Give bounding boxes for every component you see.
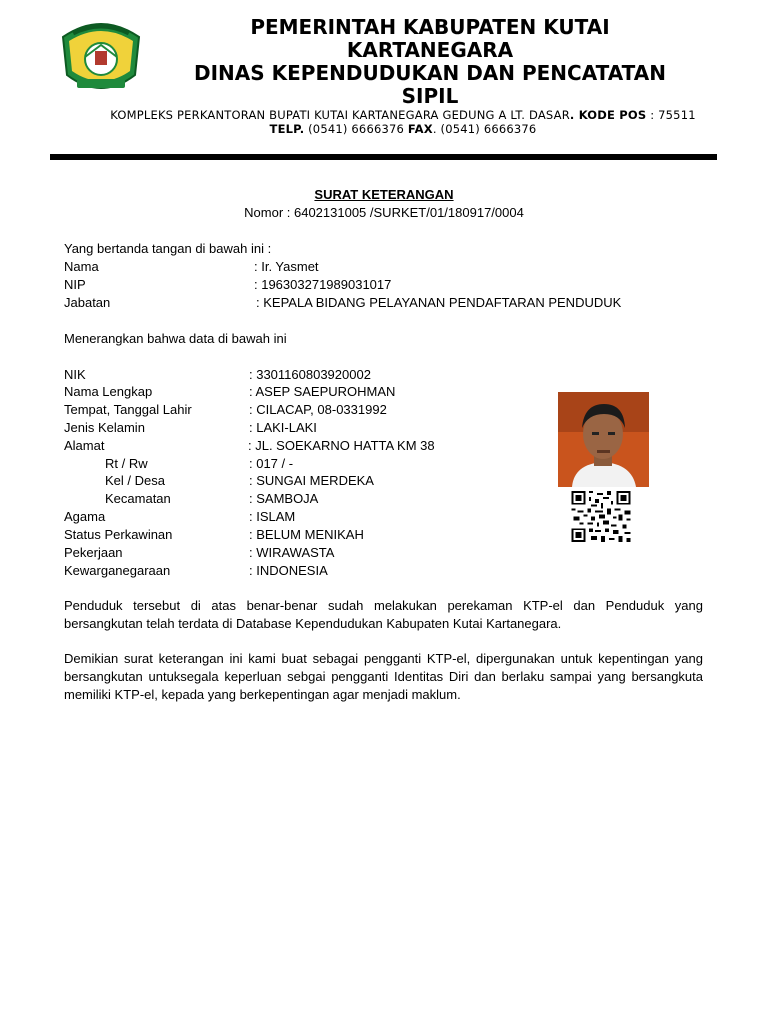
resident-occupation-value: : WIRAWASTA — [249, 545, 335, 560]
resident-citizenship-value: : INDONESIA — [249, 563, 328, 578]
signer-position-label: Jabatan — [64, 295, 111, 310]
signer-name-value: : Ir. Yasmet — [254, 259, 319, 274]
resident-religion-value: : ISLAM — [249, 509, 296, 524]
qr-code — [571, 491, 631, 542]
fax-label: FAX — [407, 122, 433, 136]
resident-name-label: Nama Lengkap — [64, 384, 153, 399]
address-text: KOMPLEKS PERKANTORAN BUPATI KUTAI KARTANEGARA GEDUNG A LT. DASAR — [110, 108, 570, 122]
telp-value: (0541) 6666376 — [308, 122, 405, 136]
resident-gender-label: Jenis Kelamin — [64, 420, 145, 435]
signer-nip-label: NIP — [64, 277, 86, 292]
resident-citizenship-label: Kewarganegaraan — [64, 563, 171, 578]
regency-logo — [55, 17, 147, 97]
office-address: KOMPLEKS PERKANTORAN BUPATI KUTAI KARTANEGARA GEDUNG A LT. DASAR. KODE POS : 75511 TELP. (0541) 6666376 FAX. (0541) 6666376 — [110, 108, 696, 136]
signer-name-label: Nama — [64, 259, 99, 274]
resident-occupation-label: Pekerjaan — [64, 545, 123, 560]
resident-nik-label: NIK — [64, 367, 86, 382]
resident-village-value: : SUNGAI MERDEKA — [249, 473, 374, 488]
postcode-label: KODE POS — [578, 108, 647, 122]
resident-address-value: : JL. SOEKARNO HATTA KM 38 — [248, 438, 435, 453]
statement-text: Menerangkan bahwa data di bawah ini — [64, 331, 287, 346]
resident-marital-label: Status Perkawinan — [64, 527, 173, 542]
fax-value: (0541) 6666376 — [440, 122, 537, 136]
letter-heading: SURAT KETERANGAN — [314, 187, 454, 202]
resident-birth-label: Tempat, Tanggal Lahir — [64, 402, 192, 417]
resident-district-label: Kecamatan — [105, 491, 171, 506]
signer-nip-value: : 196303271989031017 — [254, 277, 392, 292]
resident-village-label: Kel / Desa — [105, 473, 165, 488]
closing-statement: Demikian surat keterangan ini kami buat sebagai pengganti KTP-el, dipergunakan untuk kepentingan yang bersangkutan untuksegala keperluan sebgai pengganti Identitas Diri dan berlaku sampai yang bersangkuta memiliki KTP-el, kepada yang berkepentingan agar menjadi maklum. — [64, 651, 703, 702]
resident-birth-value: : CILACAP, 08-0331992 — [249, 402, 387, 417]
postcode-value: : 75511 — [650, 108, 696, 122]
resident-rtrw-label: Rt / Rw — [105, 456, 148, 471]
department-title: DINAS KEPENDUDUKAN DAN PENCATATAN SIPIL — [194, 61, 666, 108]
intro-text: Yang bertanda tangan di bawah ini : — [64, 241, 272, 256]
letter-number: Nomor : 6402131005 /SURKET/01/180917/0004 — [244, 205, 524, 220]
resident-photo — [558, 392, 649, 487]
resident-rtrw-value: : 017 / - — [249, 456, 294, 471]
header-divider — [50, 154, 717, 160]
resident-nik-value: : 3301160803920002 — [249, 367, 371, 382]
recording-statement: Penduduk tersebut di atas benar-benar sudah melakukan perekaman KTP-el dan Penduduk yang bersangkutan telah terdata di Database Kependudukan Kabupaten Kutai Kartanegara. — [64, 598, 703, 631]
resident-gender-value: : LAKI-LAKI — [249, 420, 317, 435]
signer-position-value: : KEPALA BIDANG PELAYANAN PENDAFTARAN PENDUDUK — [256, 295, 622, 310]
resident-name-value: : ASEP SAEPUROHMAN — [249, 384, 396, 399]
telp-label: TELP. — [269, 122, 305, 136]
resident-address-label: Alamat — [64, 438, 105, 453]
agency-title: PEMERINTAH KABUPATEN KUTAI KARTANEGARA — [250, 15, 610, 62]
resident-district-value: : SAMBOJA — [249, 491, 319, 506]
resident-marital-value: : BELUM MENIKAH — [249, 527, 364, 542]
resident-religion-label: Agama — [64, 509, 106, 524]
